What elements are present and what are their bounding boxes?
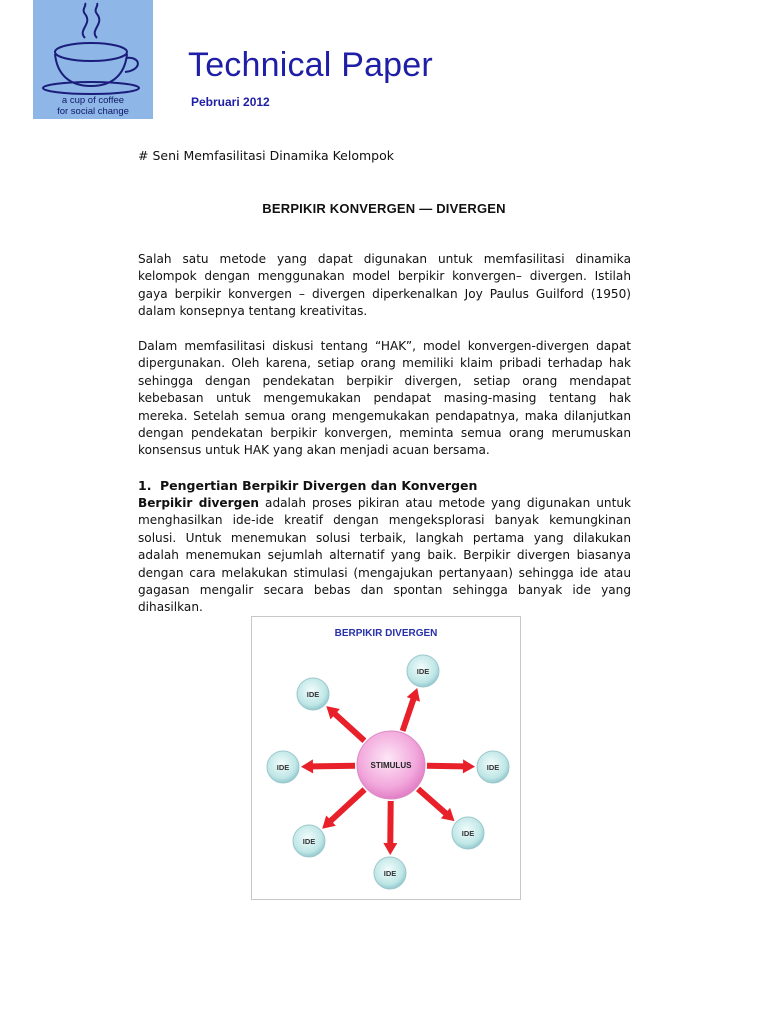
paragraph-divergen-text: adalah proses pikiran atau metode yang digunakan untuk menghasilkan ide-ide kreatif dengan mengeksplorasi banyak kemungkinan solusi. Untuk menemukan solusi terbaik, langkah pertama yang dilakukan adalah menemukan sejumlah alternatif yang baik. Berpikir divergen biasanya dengan cara melakukan stimulasi (mengajukan pertanyaan) sehingga ide atau gagasan mengalir secara bebas dan spontan sehingga banyak ide yang dihasilkan. xyxy=(138,496,632,615)
page-title: Technical Paper xyxy=(188,46,433,84)
idea-label-7: IDE xyxy=(383,869,397,878)
idea-label-3: IDE xyxy=(276,763,290,772)
idea-label-5: IDE xyxy=(302,837,316,846)
paragraph-intro: Salah satu metode yang dapat digunakan untuk memfasilitasi dinamika kelompok dengan menggunakan model berpikir konvergen– divergen. Istilah gaya berpikir konvergen – divergen diperkenalkan Joy Paulus Guilford (1950) dalam konsepnya tentang kreativitas. xyxy=(138,252,631,319)
section-title: Pengertian Berpikir Divergen dan Konvergen xyxy=(160,478,478,493)
article-heading: BERPIKIR KONVERGEN — DIVERGEN xyxy=(262,201,506,216)
idea-node-5 xyxy=(293,825,325,857)
idea-node-3 xyxy=(267,751,299,783)
idea-node-7 xyxy=(374,857,406,889)
idea-label-2: IDE xyxy=(306,690,320,699)
diagram-title: BERPIKIR DIVERGEN xyxy=(334,628,438,639)
paragraph-lead: Berpikir divergen xyxy=(138,496,260,510)
paragraph-hak: Dalam memfasilitasi diskusi tentang “HAK”, model konvergen-divergen dapat dipergunakan. Oleh karena, setiap orang memiliki klaim pribadi terhadap hak sehingga dengan pendekatan berpikir divergen, setiap orang mendapat kebebasan untuk mengemukakan pendapat masing-masing tentang hak mereka. Setelah semua orang mengemukakan pendapatnya, maka dilanjutkan dengan pendekatan berpikir konvergen, meminta semua orang merumuskan konsensus untuk HAK yang akan menjadi acuan bersama. xyxy=(138,339,631,458)
idea-node-6 xyxy=(452,817,484,849)
arrow-4 xyxy=(427,759,475,773)
arrow-7 xyxy=(383,801,397,855)
idea-label-1: IDE xyxy=(416,667,430,676)
arrow-6 xyxy=(416,787,455,822)
idea-label-4: IDE xyxy=(486,763,500,772)
diagram-canvas xyxy=(252,617,520,899)
arrow-1 xyxy=(400,688,420,732)
section-number: 1. xyxy=(138,478,152,493)
logo xyxy=(33,0,153,119)
arrow-3 xyxy=(301,759,355,773)
arrow-5 xyxy=(322,787,366,829)
idea-node-4 xyxy=(477,751,509,783)
arrow-2 xyxy=(326,706,366,743)
divergent-thinking-diagram xyxy=(251,616,521,900)
idea-node-1 xyxy=(407,655,439,687)
idea-label-6: IDE xyxy=(461,829,475,838)
section-heading xyxy=(138,478,477,493)
idea-node-2 xyxy=(297,678,329,710)
series-tagline: # Seni Memfasilitasi Dinamika Kelompok xyxy=(138,148,394,163)
stimulus-node xyxy=(357,731,425,799)
stimulus-label: STIMULUS xyxy=(370,761,412,770)
paragraph-divergen xyxy=(138,495,631,617)
publication-date: Pebruari 2012 xyxy=(191,95,270,109)
logo-tagline-1: a cup of coffee xyxy=(61,95,125,106)
logo-tagline-2: for social change xyxy=(57,106,129,117)
